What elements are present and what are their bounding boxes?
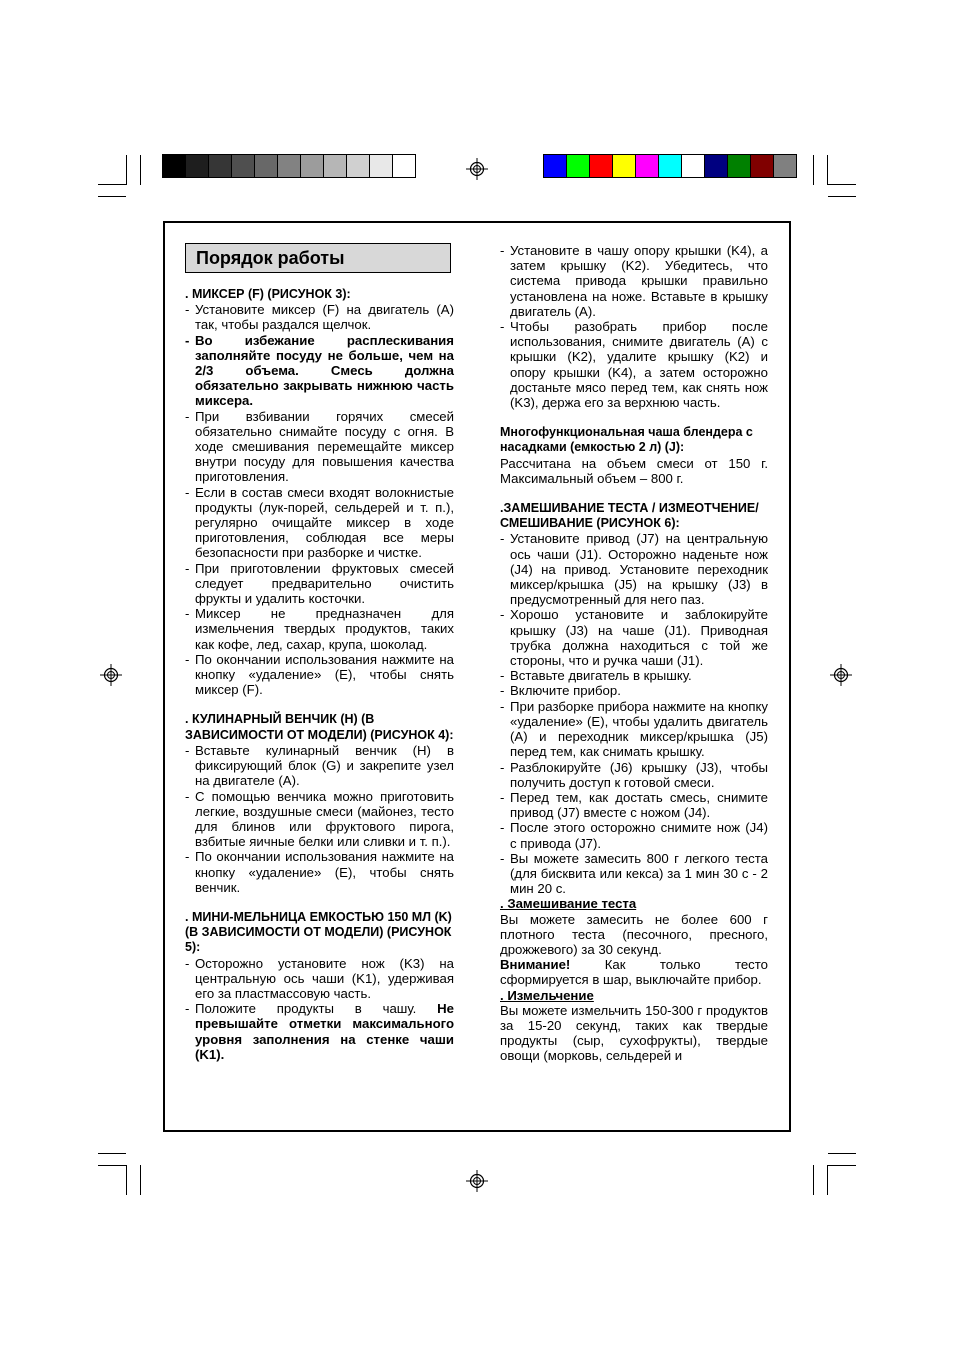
- warning-text: Как только тесто сформируется в шар, выключайте прибор.: [500, 957, 768, 988]
- crop-mark: [827, 155, 828, 185]
- list-item: - Вставьте кулинарный венчик (H) в фиксирующий блок (G) и закрепите узел на двигателе (A).: [185, 743, 454, 789]
- color-swatch: [751, 155, 774, 177]
- list-item: - При разборке прибора нажмите на кнопку «удаление» (E), чтобы удалить двигатель (A) и переходник миксер/крышка (J5) перед тем, как снимать крышку.: [500, 699, 768, 760]
- color-swatch: [682, 155, 705, 177]
- crop-mark: [813, 1165, 814, 1195]
- knead-text: Вы можете замесить не более 600 г плотного теста (песочного, пресного, дрожжевого) за 30 секунд.: [500, 911, 768, 957]
- list-item-text: Положите продукты в чашу.: [195, 1001, 417, 1017]
- warning-paragraph: [500, 957, 768, 987]
- list-item: - Включите прибор.: [500, 683, 768, 698]
- list-item: - Установите в чашу опору крышки (K4), а затем крышку (K2). Убедитесь, что система привода крышки правильно установлена на ноже. Вставьте в крышку двигатель (A).: [500, 243, 768, 319]
- crop-mark: [827, 1165, 828, 1195]
- color-swatch: [232, 155, 255, 177]
- crop-mark: [828, 1165, 856, 1166]
- list-item: - Разблокируйте (J6) крышку (J3), чтобы получить доступ к готовой смеси.: [500, 760, 768, 790]
- registration-mark-icon: [830, 664, 852, 686]
- list-item: - Осторожно установите нож (K3) на центральную ось чаши (K1), удерживая его за пластмассовую часть.: [185, 956, 454, 1002]
- crop-mark: [828, 1153, 856, 1154]
- crop-mark: [126, 1165, 127, 1195]
- crop-mark: [813, 155, 814, 185]
- crop-mark: [140, 1165, 141, 1195]
- color-swatch: [659, 155, 682, 177]
- list-item: - После этого осторожно снимите нож (J4) с привода (J7).: [500, 820, 768, 850]
- crop-mark: [98, 1165, 126, 1166]
- color-swatch: [347, 155, 370, 177]
- color-calibration-bar: [543, 154, 797, 178]
- registration-mark-icon: [466, 158, 488, 180]
- color-swatch: [567, 155, 590, 177]
- list-item: - Вы можете замесить 800 г легкого теста (для бисквита или кекса) за 1 мин 30 с - 2 мин 20 с.: [500, 851, 768, 897]
- dough-heading: .ЗАМЕШИВАНИЕ ТЕСТА / ИЗМЕОТЧЕНИЕ/СМЕШИВАНИЕ (РИСУНОК 6):: [500, 501, 759, 531]
- color-swatch: [705, 155, 728, 177]
- list-item: - Установите привод (J7) на центральную ось чаши (J1). Осторожно наденьте нож (J4) на привод. Установите переходник миксер/крышка (J5) на крышку (J3) в предусмотренный для него паз.: [500, 531, 768, 607]
- page-frame: [163, 221, 791, 1132]
- mixer-heading: . МИКСЕР (F) (РИСУНОК 3):: [185, 287, 351, 301]
- mill-heading: . МИНИ-МЕЛЬНИЦА ЕМКОСТЬЮ 150 МЛ (K) (В ЗАВИСИМОСТИ ОТ МОДЕЛИ) (РИСУНОК 5):: [185, 909, 452, 955]
- registration-mark-icon: [100, 664, 122, 686]
- right-column: [500, 243, 768, 1064]
- crop-mark: [828, 184, 856, 185]
- warning-label: Внимание!: [500, 957, 571, 973]
- list-item: - По окончании использования нажмите на кнопку «удаление» (E), чтобы снять миксер (F).: [185, 652, 454, 698]
- list-item-warning: - Во избежание расплескивания заполняйте посуду не больше, чем на 2/3 объема. Смесь должна обязательно закрывать нижнюю часть миксера.: [185, 333, 454, 409]
- color-swatch: [636, 155, 659, 177]
- list-item-warning: Не превышайте отметки максимального уровня заполнения на стенке чаши (K1).: [195, 1001, 454, 1062]
- list-item: - Установите миксер (F) на двигатель (A) так, чтобы раздался щелчок.: [185, 302, 454, 332]
- color-swatch: [163, 155, 186, 177]
- registration-mark-icon: [466, 1170, 488, 1192]
- page-title: Порядок работы: [185, 243, 451, 273]
- list-item: - По окончании использования нажмите на кнопку «удаление» (E), чтобы снять венчик.: [185, 849, 454, 895]
- color-swatch: [370, 155, 393, 177]
- bowl-heading: Многофункциональная чаша блендера с насадками (емкостью 2 л) (J):: [500, 425, 753, 455]
- list-item: - При приготовлении фруктовых смесей следует предварительно очистить фрукты и удалить косточки.: [185, 561, 454, 607]
- crop-mark: [98, 184, 126, 185]
- bowl-text: Рассчитана на объем смеси от 150 г. Максимальный объем – 800 г.: [500, 455, 768, 486]
- whisk-heading: . КУЛИНАРНЫЙ ВЕНЧИК (H) (В ЗАВИСИМОСТИ ОТ МОДЕЛИ) (РИСУНОК 4):: [185, 712, 454, 742]
- crop-mark: [828, 196, 856, 197]
- chop-heading: . Измельчение: [500, 987, 594, 1003]
- color-swatch: [278, 155, 301, 177]
- knead-heading: . Замешивание теста: [500, 896, 637, 912]
- list-item: - Хорошо установите и заблокируйте крышку (J3) на чаше (J1). Приводная трубка должна находиться с той же стороны, что и ручка чаши (J1).: [500, 607, 768, 668]
- crop-mark: [98, 196, 126, 197]
- list-item: [185, 1001, 454, 1062]
- color-swatch: [728, 155, 751, 177]
- color-swatch: [590, 155, 613, 177]
- grayscale-calibration-bar: [162, 154, 416, 178]
- color-swatch: [393, 155, 415, 177]
- list-item: - При взбивании горячих смесей обязательно снимайте посуду с огня. В ходе смешивания перемещайте миксер внутри посуду для повышения качества приготовления.: [185, 409, 454, 485]
- color-swatch: [774, 155, 796, 177]
- color-swatch: [301, 155, 324, 177]
- color-swatch: [209, 155, 232, 177]
- color-swatch: [613, 155, 636, 177]
- list-item: - Вставьте двигатель в крышку.: [500, 668, 768, 683]
- color-swatch: [324, 155, 347, 177]
- color-swatch: [544, 155, 567, 177]
- list-item: - Миксер не предназначен для измельчения твердых продуктов, таких как кофе, лед, сахар, крупа, шоколад.: [185, 606, 454, 652]
- list-item: - Чтобы разобрать прибор после использования, снимите двигатель (A) с крышки (K2), удалите крышку (K2) и опору крышки (K4), а затем осторожно достаньте мясо перед тем, как снять нож (K3), держа его за верхнюю часть.: [500, 319, 768, 410]
- list-item: - Если в состав смеси входят волокнистые продукты (лук-порей, сельдерей и т. п.), регулярно очищайте миксер в ходе приготовления, соблюдая все меры безопасности при разборке и чистке.: [185, 485, 454, 561]
- left-column: [185, 243, 454, 1062]
- chop-text: Вы можете измельчить 150-300 г продуктов за 15-20 секунд, таких как твердые продукты (сыр, сухофрукты), твердые овощи (морковь, сельдерей и: [500, 1002, 768, 1064]
- color-swatch: [186, 155, 209, 177]
- list-item: - Перед тем, как достать смесь, снимите привод (J7) вместе с ножом (J4).: [500, 790, 768, 820]
- color-swatch: [255, 155, 278, 177]
- crop-mark: [140, 155, 141, 185]
- crop-mark: [126, 155, 127, 185]
- crop-mark: [98, 1153, 126, 1154]
- list-item: - С помощью венчика можно приготовить легкие, воздушные смеси (майонез, тесто для блинов или фруктового пирога, взбитые яичные белки или сливки и т. п.).: [185, 789, 454, 850]
